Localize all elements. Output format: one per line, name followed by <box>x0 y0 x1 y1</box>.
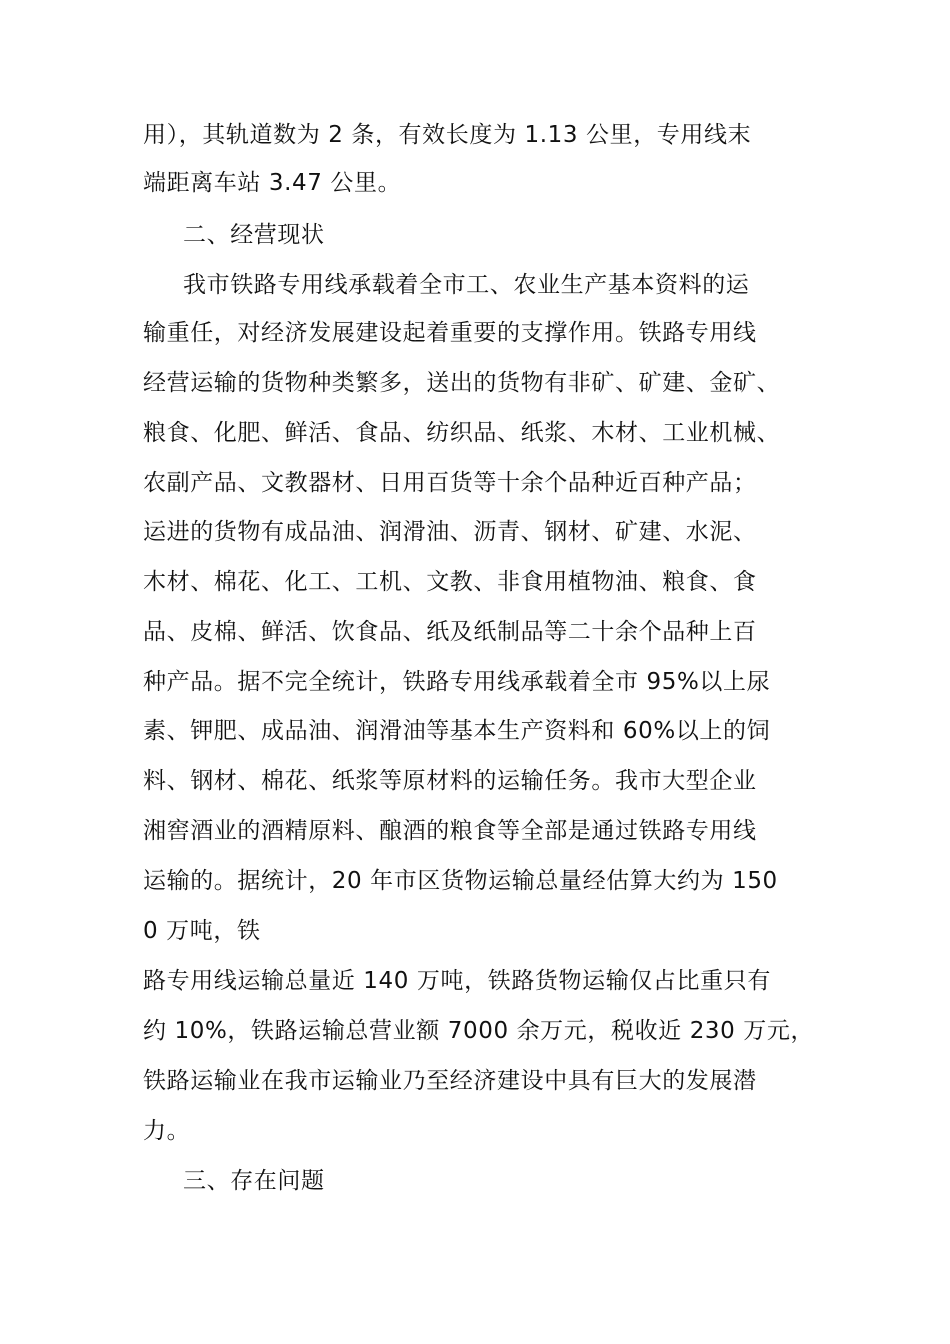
section-heading: 二、经营现状 <box>183 222 325 248</box>
text-line: 粮食、化肥、鲜活、食品、纺织品、纸浆、木材、工业机械、 <box>143 420 781 446</box>
text-line: 运进的货物有成品油、润滑油、沥青、钢材、矿建、水泥、 <box>143 519 757 545</box>
text-line: 端距离车站 3.47 公里。 <box>143 170 402 196</box>
text-line: 木材、棉花、化工、工机、文教、非食用植物油、粮食、食 <box>143 569 757 595</box>
text-line: 我市铁路专用线承载着全市工、农业生产基本资料的运 <box>183 272 750 298</box>
text-line: 力。 <box>143 1118 191 1144</box>
text-line: 0 万吨，铁 <box>143 918 261 944</box>
text-line: 约 10%，铁路运输总营业额 7000 余万元，税收近 230 万元， <box>143 1018 815 1044</box>
text-line: 湘窖酒业的酒精原料、酿酒的粮食等全部是通过铁路专用线 <box>143 818 757 844</box>
text-line: 料、钢材、棉花、纸浆等原材料的运输任务。我市大型企业 <box>143 768 757 794</box>
text-line: 铁路运输业在我市运输业乃至经济建设中具有巨大的发展潜 <box>143 1068 757 1094</box>
section-heading: 三、存在问题 <box>183 1168 325 1194</box>
text-line: 用），其轨道数为 2 条，有效长度为 1.13 公里，专用线末 <box>143 122 752 148</box>
text-line: 路专用线运输总量近 140 万吨，铁路货物运输仅占比重只有 <box>143 968 771 994</box>
text-line: 运输的。据统计，20 年市区货物运输总量经估算大约为 150 <box>143 868 778 894</box>
text-line: 品、皮棉、鲜活、饮食品、纸及纸制品等二十余个品种上百 <box>143 619 757 645</box>
text-line: 农副产品、文教器材、日用百货等十余个品种近百种产品； <box>143 470 757 496</box>
text-line: 种产品。据不完全统计，铁路专用线承载着全市 95%以上尿 <box>143 669 771 695</box>
text-line: 经营运输的货物种类繁多，送出的货物有非矿、矿建、金矿、 <box>143 370 781 396</box>
text-line: 素、钾肥、成品油、润滑油等基本生产资料和 60%以上的饲 <box>143 718 771 744</box>
text-line: 输重任，对经济发展建设起着重要的支撑作用。铁路专用线 <box>143 320 757 346</box>
